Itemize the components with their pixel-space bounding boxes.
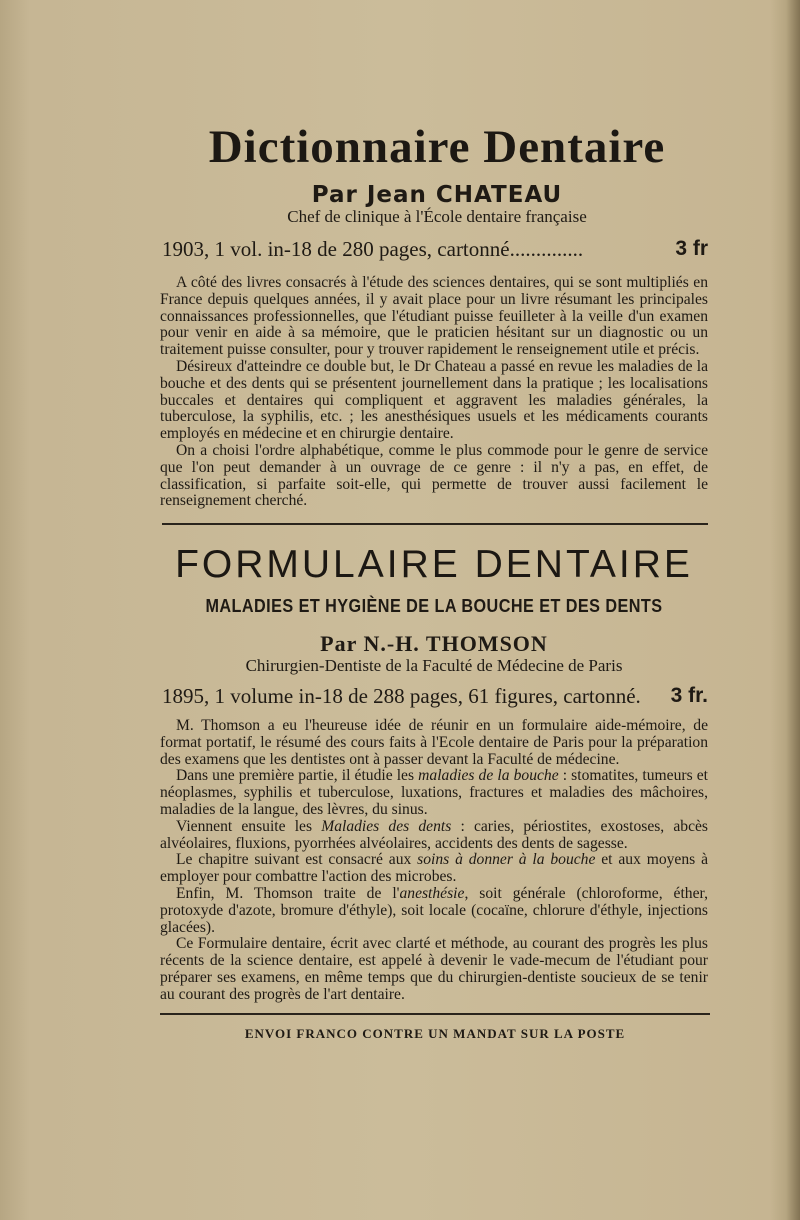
book2-role: Chirurgien-Dentiste de la Faculté de Médecine de Paris (245, 656, 623, 675)
book2-price: 3 fr. (670, 684, 708, 707)
book1-paragraph: On a choisi l'ordre alphabétique, comme le plus commode pour le genre de service que l'on peut demander à un ouvrage de ce genre : il n'y a pas, en effet, de classification, si parfaite soit-elle, qui permette de trouver aussi facilement le renseignement cherché. (160, 441, 708, 510)
book2-description (160, 718, 708, 1004)
divider (160, 1013, 710, 1015)
book1-description (160, 275, 708, 510)
book1-edition-line (162, 237, 708, 262)
text-run: Viennent ensuite les (176, 817, 322, 835)
book2-edition-line (162, 684, 708, 709)
book1-title: Dictionnaire Dentaire (208, 121, 666, 173)
text-run: Dans une première partie, il étudie les (176, 767, 419, 785)
text-run: : caries, périostites, exostoses, abcès alvéolaires, fluxions, pyorrhées alvéolaires, accidents des dents de sagesse. (160, 817, 708, 852)
text-run: Enfin, M. Thomson traite de l' (176, 884, 400, 902)
book2-paragraph (160, 886, 708, 936)
book1-author: Par Jean CHATEAU (311, 182, 563, 208)
book1-price: 3 fr (675, 237, 708, 260)
book2-title: FORMULAIRE DENTAIRE (175, 543, 693, 586)
text-run: et aux moyens à employer pour combattre l'action des microbes. (160, 851, 708, 886)
text-run: Le chapitre suivant est consacré aux (176, 851, 418, 869)
book2-paragraph (160, 819, 708, 853)
emphasis: anesthésie (399, 884, 465, 902)
book2-paragraph: M. Thomson a eu l'heureuse idée de réunir en un formulaire aide-mémoire, de format portatif, le résumé des cours faits à l'Ecole dentaire de Paris pour la préparation des examens que les dentistes ont à passer devant la Faculté de médecine. (160, 717, 708, 768)
book2-paragraph: Ce Formulaire dentaire, écrit avec clarté et méthode, au courant des progrès les plus récents de la science dentaire, est appelé à devenir le vade-mecum de l'étudiant pour préparer ses examens, en même temps que du chirurgien-dentiste soucieux de se tenir au courant des progrès de l'art dentaire. (160, 935, 708, 1003)
book2-paragraph (160, 768, 708, 818)
book2-paragraph (160, 852, 708, 886)
emphasis: soins à donner à la bouche (417, 851, 596, 869)
book2-subtitle: MALADIES ET HYGIÈNE DE LA BOUCHE ET DES DENTS (205, 596, 663, 616)
text-run: : stomatites, tumeurs et néoplasmes, syphilis et tuberculose, luxations, fractures et maladies des mâchoires, maladies de la langue, des lèvres, du sinus. (160, 767, 708, 818)
book2-author: Par N.-H. THOMSON (320, 631, 548, 656)
text-run: , soit générale (chloroforme, éther, protoxyde d'azote, bromure d'éthyle), soit locale (cocaïne, chlorure d'éthyle, injections glacées). (160, 884, 708, 936)
book1-edition: 1903, 1 vol. in-18 de 280 pages, cartonné.............. (162, 237, 584, 261)
book1-paragraph: Désireux d'atteindre ce double but, le Dr Chateau a passé en revue les maladies de la bouche et des dents qui se présentent journellement dans la pratique ; les localisations buccales et dentaires qui compliquent et aggravent les maladies générales, la tuberculose, la syphilis, etc. ; les anesthésiques usuels et les médicaments courants employés en médecine et en chirurgie dentaire. (160, 357, 708, 443)
emphasis: maladies de la bouche (418, 767, 559, 785)
footer-notice: ENVOI FRANCO CONTRE UN MANDAT SUR LA POSTE (244, 1026, 626, 1041)
book1-role: Chef de clinique à l'École dentaire française (287, 207, 587, 226)
book1-paragraph: A côté des livres consacrés à l'étude des sciences dentaires, qui se sont multipliés en France depuis quelques années, il y avait place pour un livre résumant les principales connaissances professionnelles, que l'étudiant puisse feuilleter à la veille d'un examen pour venir en aide à sa mémoire, que le praticien hésitant sur un diagnostic ou un traitement puisse consulter, pour y trouver rapidement le renseignement utile et précis. (160, 274, 708, 359)
emphasis: Maladies des dents (321, 817, 452, 835)
book2-edition: 1895, 1 volume in-18 de 288 pages, 61 figures, cartonné. (162, 684, 641, 708)
divider (162, 523, 708, 525)
